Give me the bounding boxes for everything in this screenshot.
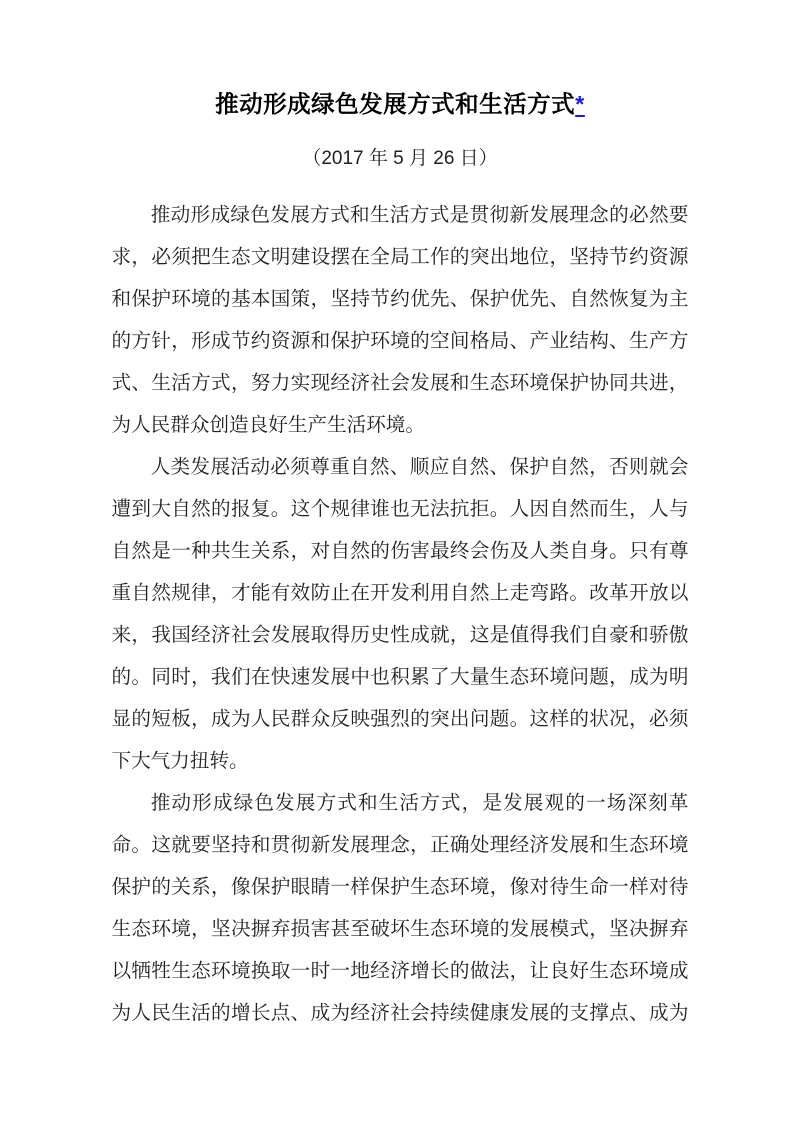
text-line: 遭到大自然的报复。这个规律谁也无法抗拒。人因自然而生，人与	[111, 498, 689, 520]
document-body	[112, 194, 689, 1034]
text-line: 下大气力扭转。	[111, 750, 249, 772]
text-line: 的方针，形成节约资源和保护环境的空间格局、产业结构、生产方	[111, 330, 689, 352]
text-line: 求，必须把生态文明建设摆在全局工作的突出地位，坚持节约资源	[111, 246, 689, 268]
document-title	[0, 0, 800, 119]
text-line: 重自然规律，才能有效防止在开发利用自然上走弯路。改革开放以	[111, 582, 689, 604]
text-line: 保护的关系，像保护眼睛一样保护生态环境，像对待生命一样对待	[111, 876, 689, 898]
text-line: 和保护环境的基本国策，坚持节约优先、保护优先、自然恢复为主	[111, 288, 689, 310]
text-line: 来，我国经济社会发展取得历史性成就，这是值得我们自豪和骄傲	[111, 624, 689, 646]
text-line: 生态环境，坚决摒弃损害甚至破坏生态环境的发展模式，坚决摒弃	[111, 918, 689, 940]
text-line: 推动形成绿色发展方式和生活方式，是发展观的一场深刻革	[150, 792, 689, 814]
text-line: 显的短板，成为人民群众反映强烈的突出问题。这样的状况，必须	[111, 708, 689, 730]
document-title-text: 推动形成绿色发展方式和生活方式	[215, 91, 576, 117]
text-line: 人类发展活动必须尊重自然、顺应自然、保护自然，否则就会	[150, 456, 689, 478]
text-line: 的。同时，我们在快速发展中也积累了大量生态环境问题，成为明	[111, 666, 689, 688]
text-line: 命。这就要坚持和贯彻新发展理念，正确处理经济发展和生态环境	[111, 834, 689, 856]
text-line: 为人民群众创造良好生产生活环境。	[111, 414, 425, 436]
document-date: （2017 年 5 月 26 日）	[302, 148, 498, 169]
text-line: 为人民生活的增长点、成为经济社会持续健康发展的支撑点、成为	[111, 1002, 689, 1024]
text-line: 以牺牲生态环境换取一时一地经济增长的做法，让良好生态环境成	[111, 960, 689, 982]
text-line: 式、生活方式，努力实现经济社会发展和生态环境保护协同共进，	[111, 372, 689, 394]
footnote-asterisk-link[interactable]: *	[575, 91, 585, 117]
text-line: 推动形成绿色发展方式和生活方式是贯彻新发展理念的必然要	[150, 204, 689, 226]
text-line: 自然是一种共生关系，对自然的伤害最终会伤及人类自身。只有尊	[111, 540, 689, 562]
